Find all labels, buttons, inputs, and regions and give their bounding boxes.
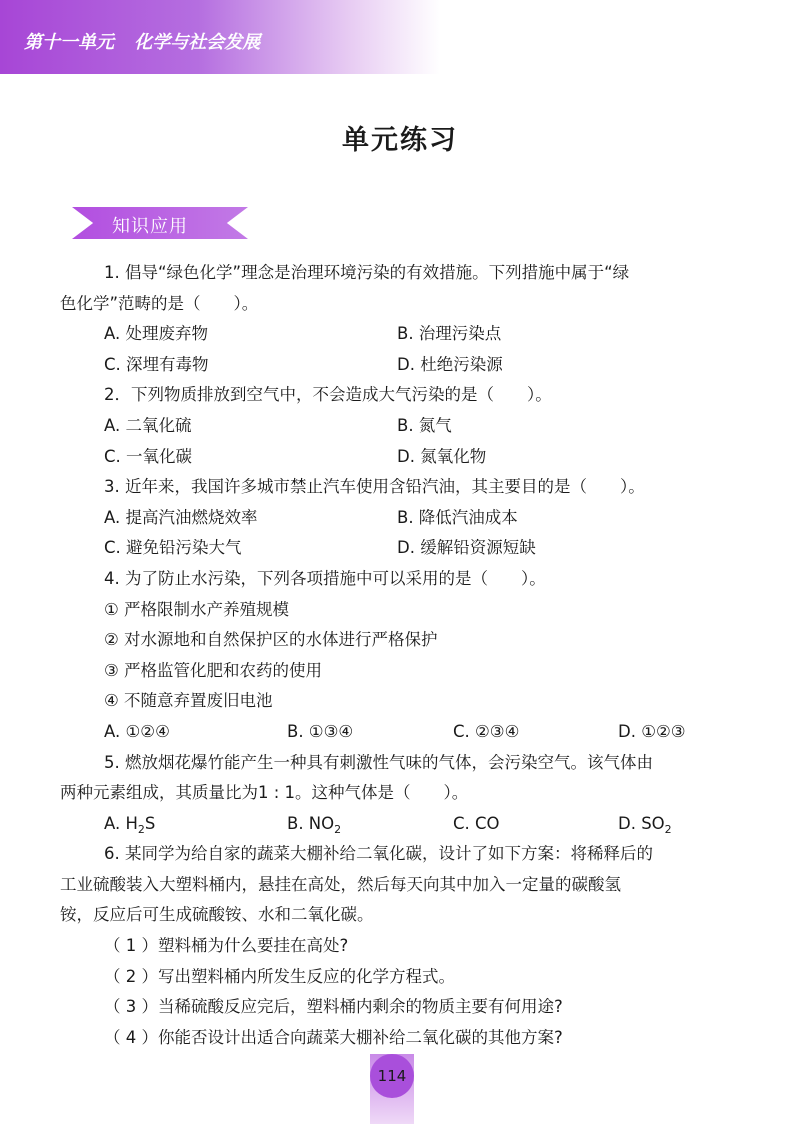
unit-title: 化学与社会发展 bbox=[134, 32, 261, 53]
q1-options-row2 bbox=[104, 350, 714, 381]
q1-line1: 1. 倡导“绿色化学”理念是治理环境污染的有效措施。下列措施中属于“绿 bbox=[104, 263, 630, 282]
q3-options-row1 bbox=[104, 503, 714, 534]
q6-line1: 6. 某同学为给自家的蔬菜大棚补给二氧化碳，设计了如下方案：将稀释后的 bbox=[104, 844, 653, 864]
running-header bbox=[24, 28, 274, 54]
q1-line2: 色化学”范畴的是（ ）。 bbox=[60, 293, 259, 313]
q2-line1: 2．下列物质排放到空气中，不会造成大气污染的是（ ）。 bbox=[104, 385, 552, 405]
q4-item-1: ① 严格限制水产养殖规模 bbox=[104, 599, 290, 619]
q2-option-d: D. 氮氧化物 bbox=[397, 446, 487, 466]
exercise-list bbox=[60, 258, 714, 1053]
q2-option-c: C. 一氧化碳 bbox=[104, 446, 193, 466]
q5-line2: 两种元素组成，其质量比为1 : 1。这种气体是（ ）。 bbox=[60, 783, 469, 803]
q6-sub-2: （ 2 ）写出塑料桶内所发生反应的化学方程式。 bbox=[104, 966, 455, 986]
q2-options-row2 bbox=[104, 442, 714, 473]
q2-options-row1 bbox=[104, 411, 714, 442]
q5-option-c: C. CO bbox=[453, 813, 500, 833]
q2-option-a: A. 二氧化硫 bbox=[104, 415, 192, 435]
q1-option-a: A. 处理废弃物 bbox=[104, 324, 208, 344]
unit-label: 第十一单元 bbox=[24, 32, 114, 53]
q2-option-b: B. 氮气 bbox=[397, 415, 452, 435]
q4-item-4: ④ 不随意弃置废旧电池 bbox=[104, 691, 273, 711]
q6-sub-4: （ 4 ）你能否设计出适合向蔬菜大棚补给二氧化碳的其他方案? bbox=[104, 1027, 563, 1047]
q4-option-c: C. ②③④ bbox=[453, 721, 520, 741]
q6-sub-1: （ 1 ）塑料桶为什么要挂在高处? bbox=[104, 936, 349, 956]
page-number: 114 bbox=[370, 1054, 414, 1098]
q3-option-b: B. 降低汽油成本 bbox=[397, 507, 518, 527]
page-title: 单元练习 bbox=[342, 125, 458, 156]
q5-line1: 5. 燃放烟花爆竹能产生一种具有刺激性气味的气体，会污染空气。该气体由 bbox=[104, 752, 653, 772]
q1-option-d: D. 杜绝污染源 bbox=[397, 354, 503, 374]
q3-option-d: D. 缓解铅资源短缺 bbox=[397, 538, 536, 558]
q5-option-b: B. $NO_2$ bbox=[287, 813, 342, 836]
q6-sub-3: （ 3 ）当稀硫酸反应完后，塑料桶内剩余的物质主要有何用途? bbox=[104, 997, 563, 1017]
q5-option-a: A. $H_2S$ bbox=[104, 813, 156, 836]
q1-option-c: C. 深埋有毒物 bbox=[104, 354, 209, 374]
q3-options-row2 bbox=[104, 533, 714, 564]
q4-option-b: B. ①③④ bbox=[287, 721, 354, 741]
q3-line1: 3. 近年来，我国许多城市禁止汽车使用含铅汽油，其主要目的是（ ）。 bbox=[104, 477, 645, 497]
q4-item-2: ② 对水源地和自然保护区的水体进行严格保护 bbox=[104, 630, 438, 650]
q4-option-a: A. ①②④ bbox=[104, 721, 170, 741]
q1-option-b: B. 治理污染点 bbox=[397, 324, 502, 344]
q5-options-row bbox=[104, 809, 714, 840]
page-number-tab bbox=[370, 1054, 414, 1124]
q6-line3: 铵，反应后可生成硫酸铵、水和二氧化碳。 bbox=[60, 905, 374, 925]
section-tag-label: 知识应用 bbox=[112, 216, 188, 237]
q4-options-row bbox=[104, 717, 714, 748]
q4-item-3: ③ 严格监管化肥和农药的使用 bbox=[104, 660, 323, 680]
q4-option-d: D. ①②③ bbox=[618, 721, 686, 741]
q3-option-c: C. 避免铅污染大气 bbox=[104, 538, 242, 558]
q1-options-row1 bbox=[104, 319, 714, 350]
q3-option-a: A. 提高汽油燃烧效率 bbox=[104, 507, 258, 527]
q5-option-d: D. $SO_2$ bbox=[618, 813, 672, 836]
q6-line2: 工业硫酸装入大塑料桶内，悬挂在高处，然后每天向其中加入一定量的碳酸氢 bbox=[60, 874, 621, 894]
q4-line1: 4. 为了防止水污染，下列各项措施中可以采用的是（ ）。 bbox=[104, 568, 546, 588]
